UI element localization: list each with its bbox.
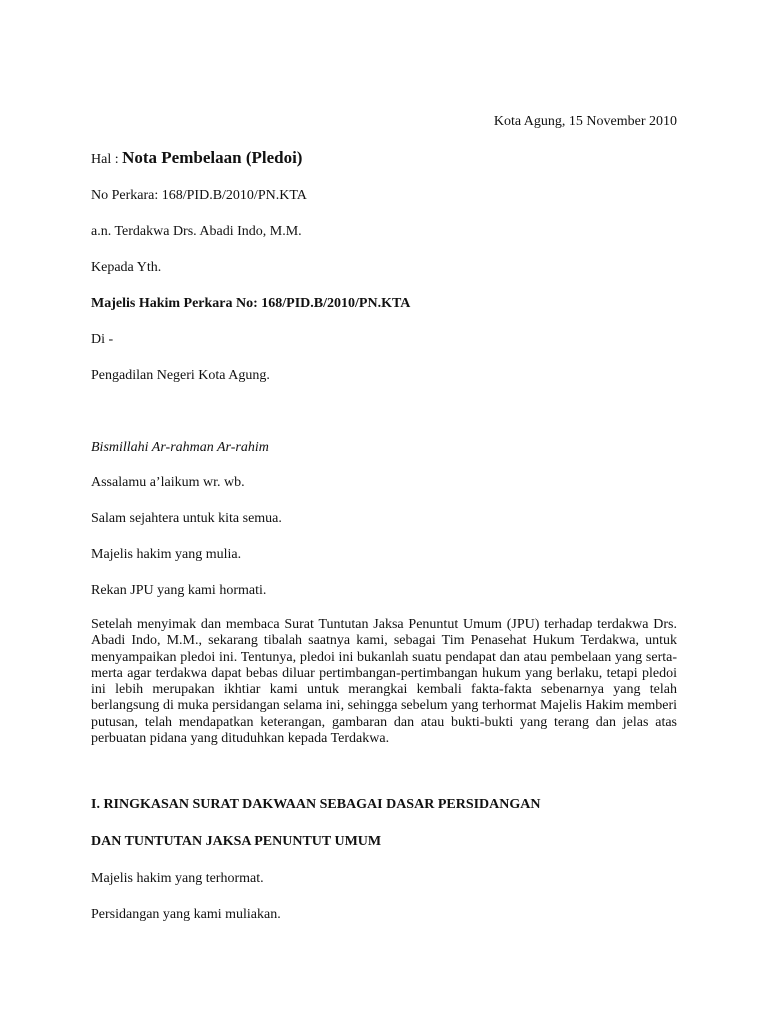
letter-date: Kota Agung, 15 November 2010 xyxy=(493,114,677,129)
subject-title: Nota Pembelaan (Pledoi) xyxy=(122,148,303,167)
di-line: Di - xyxy=(91,332,114,347)
greeting-jpu: Rekan JPU yang kami hormati. xyxy=(91,583,267,598)
case-number: No Perkara: 168/PID.B/2010/PN.KTA xyxy=(91,188,307,203)
greeting-majelis: Majelis hakim yang mulia. xyxy=(91,547,242,562)
intro-paragraph: Setelah menyimak dan membaca Surat Tuntutan Jaksa Penuntut Umum (JPU) terhadap terdakwa Drs. Abadi Indo, M.M., sekarang tibalah saatnya kami, sebagai Tim Penasehat Hukum Terdakwa, untuk menyampaikan pledoi ini. Tentunya, pledoi ini bukanlah suatu pendapat dan atau pembelaan yang serta-merta agar terdakwa dapat bebas diluar pertimbangan-pertimbangan hukum yang berlaku, tetapi pledoi ini lebih merupakan ikhtiar kami untuk merangkai kembali fakta-fakta sebenarnya yang telah berlangsung di muka persidangan selama ini, sehingga sebelum yang terhormat Majelis Hakim memberi putusan, telah mendapatkan keterangan, gambaran dan atau bukti-bukti yang terang dan jelas atas perbuatan pidana yang dituduhkan kepada Terdakwa. xyxy=(91,617,677,747)
greeting-sejahtera: Salam sejahtera untuk kita semua. xyxy=(91,511,282,526)
court-name: Pengadilan Negeri Kota Agung. xyxy=(91,368,270,383)
section-heading-2: DAN TUNTUTAN JAKSA PENUNTUT UMUM xyxy=(91,834,382,849)
basmalah: Bismillahi Ar-rahman Ar-rahim xyxy=(91,440,269,455)
subject-line xyxy=(91,149,302,168)
closing-majelis: Majelis hakim yang terhormat. xyxy=(91,871,264,886)
recipient-label: Kepada Yth. xyxy=(91,260,162,275)
defendant-line: a.n. Terdakwa Drs. Abadi Indo, M.M. xyxy=(91,224,302,239)
closing-persidangan: Persidangan yang kami muliakan. xyxy=(91,907,281,922)
subject-prefix: Hal : xyxy=(91,152,123,167)
recipient-name: Majelis Hakim Perkara No: 168/PID.B/2010/PN.KTA xyxy=(91,296,411,311)
section-heading-1: I. RINGKASAN SURAT DAKWAAN SEBAGAI DASAR PERSIDANGAN xyxy=(91,797,541,812)
greeting-salam: Assalamu a’laikum wr. wb. xyxy=(91,475,245,490)
